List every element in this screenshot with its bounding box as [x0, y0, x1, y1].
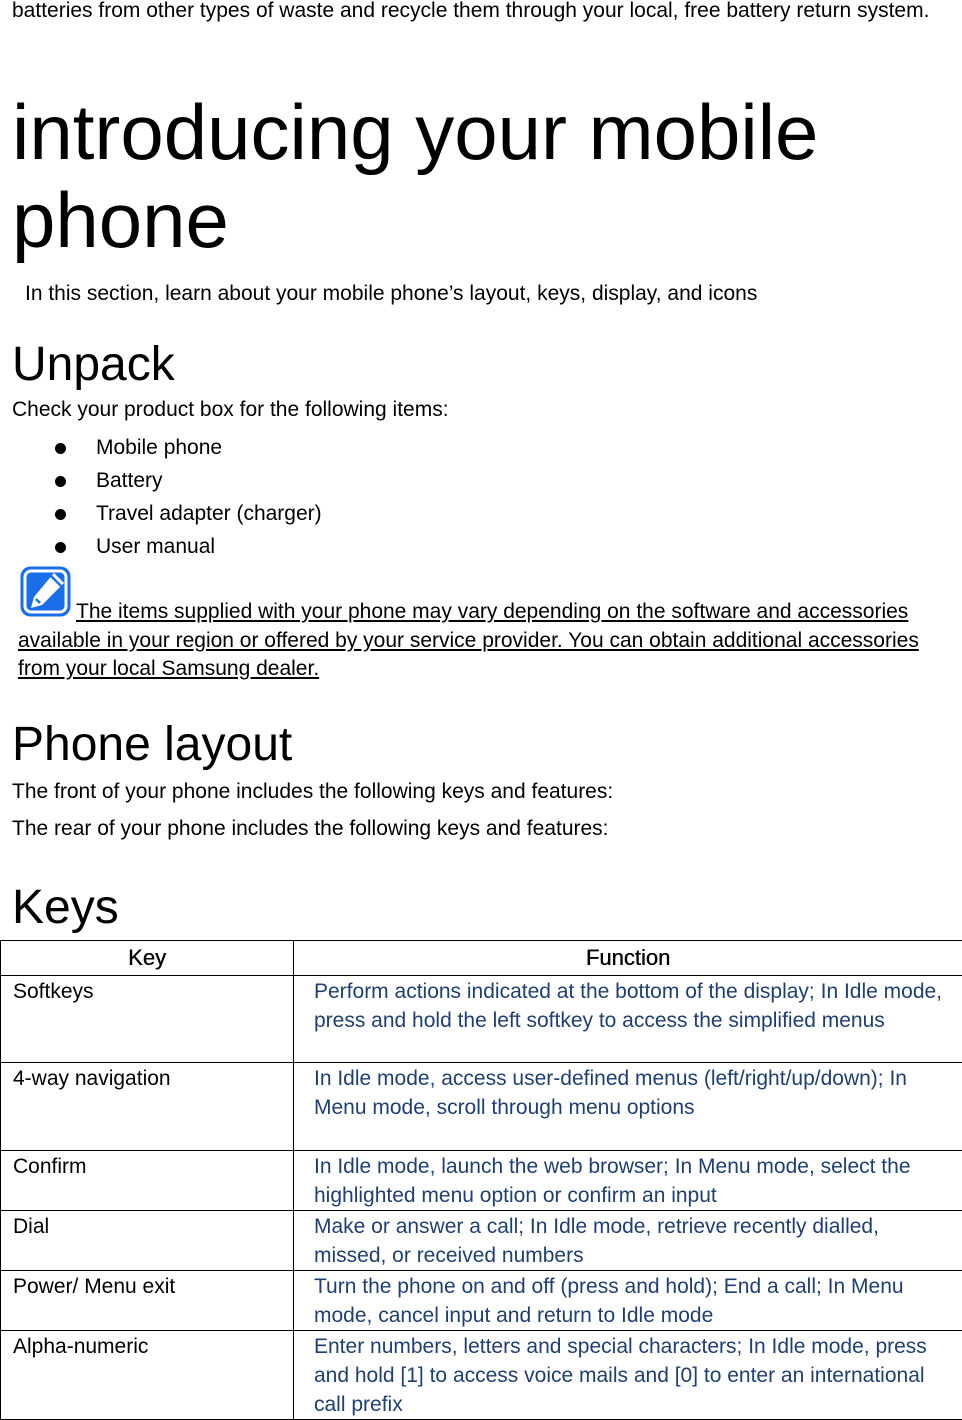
function-cell: Enter numbers, letters and special characters; In Idle mode, press and hold [1] to access voice mails and [0] to enter an international call prefix: [294, 1331, 962, 1420]
table-row: [1, 1271, 962, 1331]
column-header-key: Key: [1, 941, 294, 976]
key-cell: 4-way navigation: [1, 1063, 294, 1151]
column-header-function: Function: [294, 941, 962, 976]
key-cell: Confirm: [1, 1151, 294, 1211]
function-cell: In Idle mode, launch the web browser; In Menu mode, select the highlighted menu option or confirm an input: [294, 1151, 962, 1211]
phone-rear-text: The rear of your phone includes the following keys and features:: [12, 815, 609, 843]
key-cell: Alpha-numeric: [1, 1331, 294, 1420]
unpack-lead: Check your product box for the following items:: [12, 396, 449, 424]
table-header-row: [1, 941, 962, 976]
function-cell: Make or answer a call; In Idle mode, retrieve recently dialled, missed, or received numbers: [294, 1211, 962, 1271]
list-item: Mobile phone: [0, 433, 322, 466]
chapter-subtitle: In this section, learn about your mobile phone’s layout, keys, display, and icons: [25, 280, 757, 308]
bullet-icon: [55, 476, 66, 487]
function-cell: Turn the phone on and off (press and hold); End a call; In Menu mode, cancel input and return to Idle mode: [294, 1271, 962, 1331]
phone-front-text: The front of your phone includes the following keys and features:: [12, 778, 613, 806]
table-row: [1, 1331, 962, 1420]
table-row: [1, 1063, 962, 1151]
chapter-title: introducing your mobile phone: [12, 88, 942, 264]
bullet-icon: [55, 542, 66, 553]
list-item: Battery: [0, 466, 322, 499]
table-row: [1, 976, 962, 1063]
key-cell: Power/ Menu exit: [1, 1271, 294, 1331]
table-row: [1, 1151, 962, 1211]
table-row: [1, 1211, 962, 1271]
unpack-note: The items supplied with your phone may vary depending on the software and accessories available in your region or offered by your service provider. You can obtain additional accessories from your local Samsung dealer.: [18, 598, 943, 684]
list-item: User manual: [0, 532, 322, 565]
function-cell: In Idle mode, access user-defined menus (left/right/up/down); In Menu mode, scroll through menu options: [294, 1063, 962, 1151]
bullet-icon: [55, 509, 66, 520]
keys-heading: Keys: [12, 881, 119, 935]
bullet-icon: [55, 443, 66, 454]
unpack-heading: Unpack: [12, 338, 175, 392]
function-cell: Perform actions indicated at the bottom of the display; In Idle mode, press and hold the left softkey to access the simplified menus: [294, 976, 962, 1063]
unpack-item-list: [0, 433, 322, 565]
intro-paragraph: batteries from other types of waste and recycle them through your local, free battery return system.: [12, 0, 952, 25]
list-item: Travel adapter (charger): [0, 499, 322, 532]
keys-table: [0, 940, 962, 1420]
key-cell: Softkeys: [1, 976, 294, 1063]
phone-layout-heading: Phone layout: [12, 718, 292, 772]
key-cell: Dial: [1, 1211, 294, 1271]
